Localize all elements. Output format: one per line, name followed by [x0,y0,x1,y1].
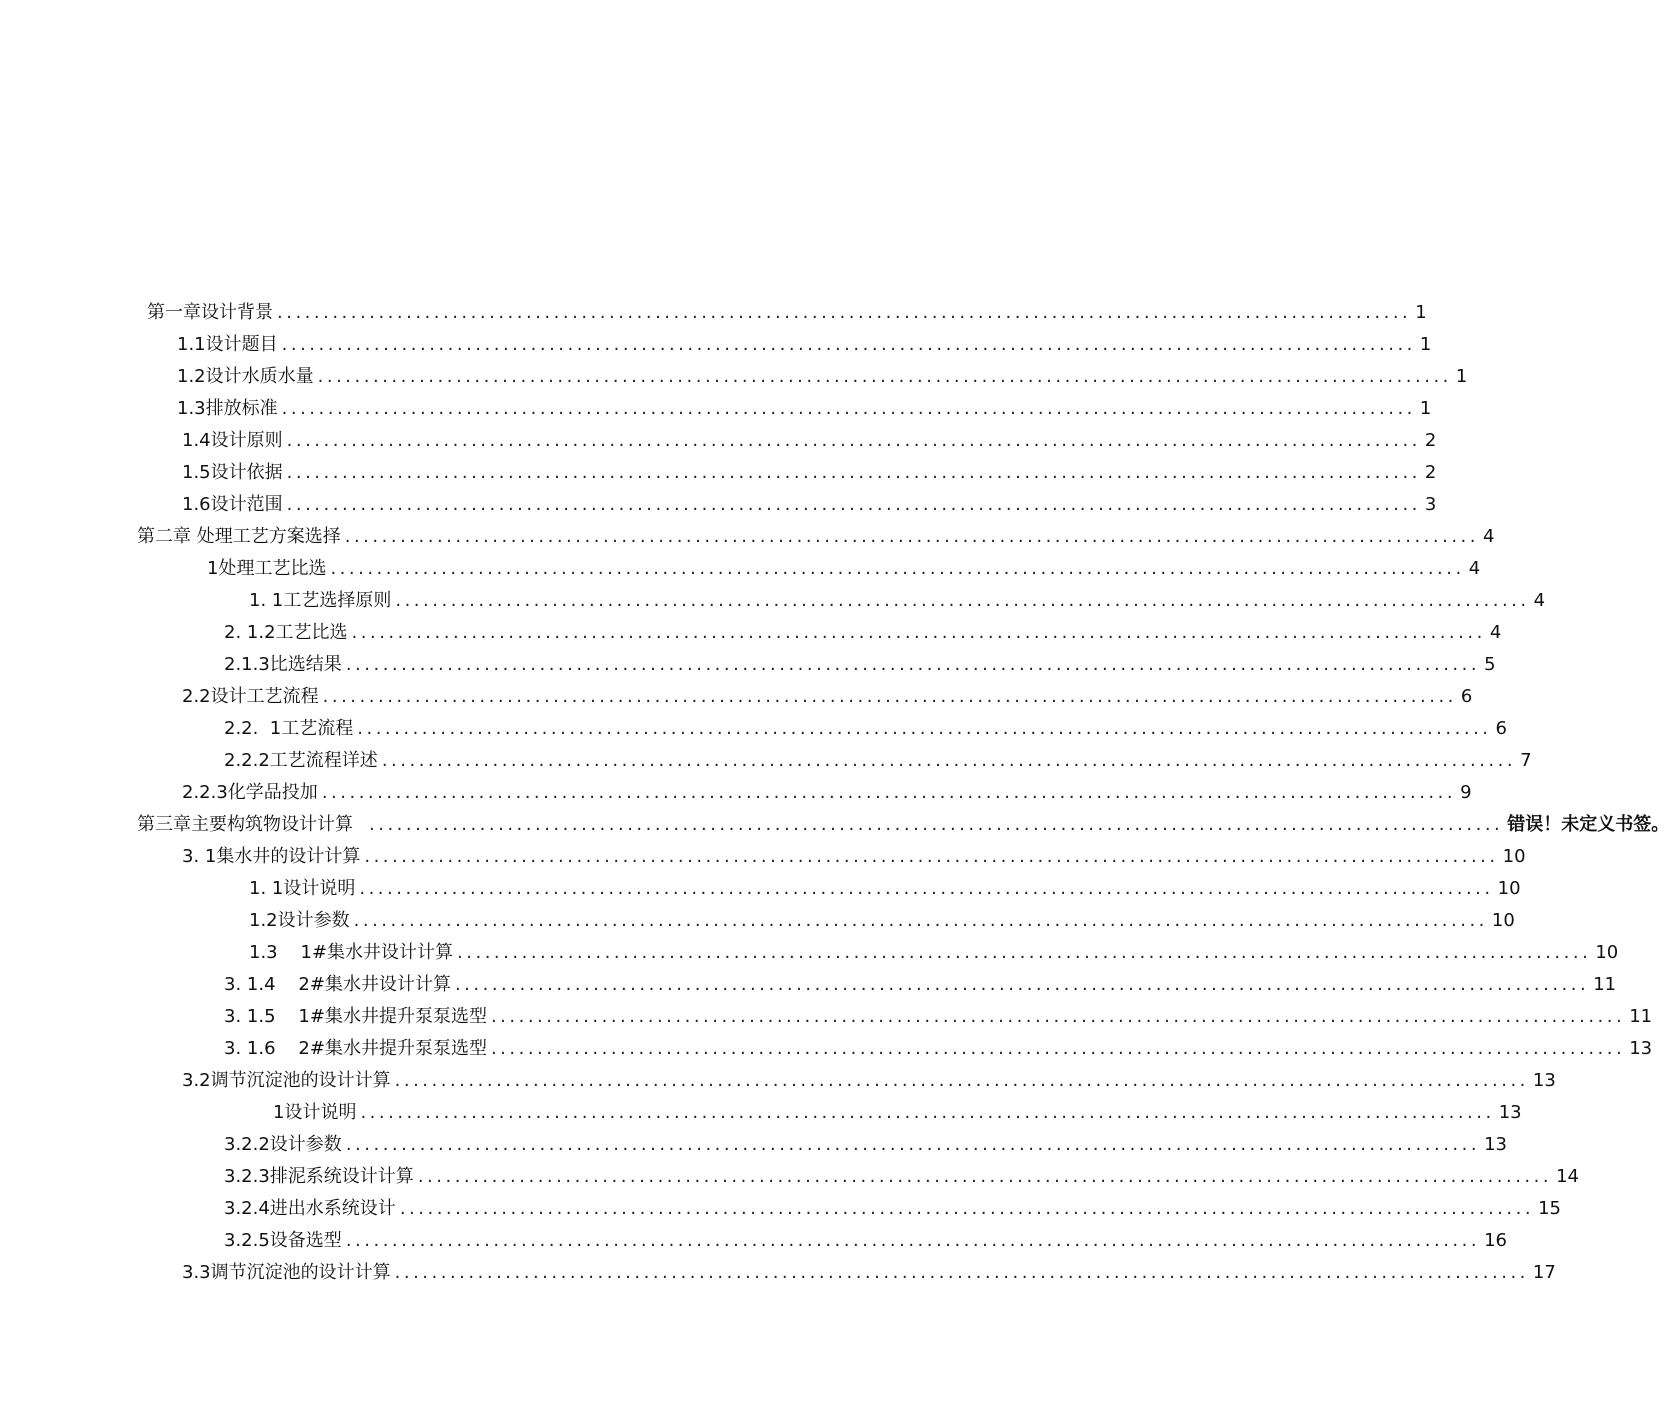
toc-entry[interactable] [249,937,1619,969]
toc-dot-leader: ........................................................................................................................... [457,942,1592,963]
toc-entry[interactable] [224,1033,1653,1065]
toc-entry-title: 1.3 1#集水井设计计算 [249,942,454,963]
toc-entry-page: 10 [1491,910,1515,931]
toc-entry[interactable] [182,841,1526,873]
toc-dot-leader: ........................................................................................................................... [286,494,1421,515]
toc-entry-title: 3. 1.4 2#集水井设计计算 [224,974,451,995]
toc-dot-leader: ........................................................................................................................... [359,878,1494,899]
toc-entry-page: 1 [1419,334,1432,355]
toc-dot-leader: ........................................................................................................................... [345,654,1481,675]
toc-entry-page: 2 [1424,430,1437,451]
toc-entry-page: 4 [1489,622,1502,643]
toc-entry-page: 13 [1532,1070,1556,1091]
toc-entry[interactable] [182,1065,1556,1097]
toc-dot-leader: ........................................................................................................................... [330,558,1465,579]
toc-dot-leader: ........................................................................................................................... [281,398,1416,419]
toc-dot-leader: ........................................................................................................................... [395,590,1530,611]
toc-entry-title: 3.2.2设计参数 [224,1134,342,1155]
toc-entry[interactable] [177,393,1432,425]
toc-entry-page: 11 [1629,1006,1653,1027]
toc-entry-title: 3.3调节沉淀池的设计计算 [182,1262,391,1283]
toc-dot-leader: ........................................................................................................................... [344,526,1480,547]
toc-entry-title: 3.2.5设备选型 [224,1230,342,1251]
toc-entry-page: 9 [1460,782,1472,803]
toc-entry[interactable] [182,1257,1556,1289]
toc-entry-page: 4 [1483,526,1495,547]
toc-entry-title: 2.2设计工艺流程 [182,686,319,707]
toc-dot-leader: ........................................................................................................................... [357,718,1492,739]
toc-entry-title: 第三章主要构筑物设计计算 [137,814,353,835]
toc-entry-title: 3.2.4进出水系统设计 [224,1198,396,1219]
toc-error-text: 错误！未定义书签。 [1507,814,1669,835]
toc-entry[interactable] [224,1161,1579,1193]
toc-dot-leader: ........................................................................................................................... [286,430,1421,451]
toc-entry-title: 1.1设计题目 [177,334,278,355]
toc-dot-leader: ........................................................................................................................... [490,1038,1626,1059]
toc-entry-title: 3. 1集水井的设计计算 [182,846,361,867]
toc-dot-leader: ........................................................................................................................... [399,1198,1535,1219]
toc-entry[interactable] [182,777,1472,809]
toc-dot-leader: ........................................................................................................................... [317,366,1452,387]
toc-dot-leader: ........................................................................................................................... [351,622,1486,643]
toc-dot-leader: ........................................................................................................................... [321,782,1457,803]
toc-entry-page: 6 [1460,686,1473,707]
toc-entry-page: 13 [1498,1102,1522,1123]
toc-entry-page: 2 [1424,462,1437,483]
toc-dot-leader: ........................................................................................................................... [369,814,1504,835]
toc-entry-title: 3.2调节沉淀池的设计计算 [182,1070,391,1091]
toc-dot-leader: ........................................................................................................................... [360,1102,1495,1123]
toc-entry-title: 1.2设计水质水量 [177,366,314,387]
toc-entry-title: 2. 1.2工艺比选 [224,622,348,643]
toc-entry-title: 1.2设计参数 [249,910,350,931]
toc-entry-title: 1.3排放标准 [177,398,278,419]
toc-entry-title: 2.2.3化学品投加 [182,782,318,803]
toc-entry-page: 16 [1484,1230,1507,1251]
toc-entry-title: 2.1.3比选结果 [224,654,342,675]
toc-dot-leader: ........................................................................................................................... [490,1006,1626,1027]
toc-entry-page: 7 [1520,750,1532,771]
toc-entry-title: 1.4设计原则 [182,430,283,451]
toc-dot-leader: ........................................................................................................................... [281,334,1416,355]
toc-entry[interactable] [182,457,1437,489]
toc-entry[interactable] [137,521,1495,553]
toc-dot-leader: ........................................................................................................................... [353,910,1488,931]
toc-entry-page: 13 [1629,1038,1653,1059]
toc-entry-page: 10 [1595,942,1619,963]
toc-dot-leader: ........................................................................................................................... [381,750,1517,771]
toc-entry[interactable] [182,489,1437,521]
toc-entry[interactable] [137,809,1669,841]
toc-dot-leader: ........................................................................................................................... [454,974,1590,995]
toc-dot-leader: ........................................................................................................................... [345,1230,1481,1251]
toc-entry-title: 第一章设计背景 [147,302,273,323]
toc-entry[interactable] [147,297,1427,329]
toc-entry[interactable] [224,1225,1507,1257]
toc-entry[interactable] [177,329,1432,361]
toc-entry-title: 3.2.3排泥系统设计计算 [224,1166,414,1187]
toc-entry-page: 10 [1497,878,1521,899]
toc-dot-leader: ........................................................................................................................... [394,1070,1529,1091]
toc-entry[interactable] [249,873,1521,905]
toc-dot-leader: ........................................................................................................................... [394,1262,1529,1283]
toc-entry-page: 15 [1538,1198,1561,1219]
toc-entry-title: 1处理工艺比选 [207,558,327,579]
toc-entry[interactable] [273,1097,1522,1129]
toc-dot-leader: ........................................................................................................................... [345,1134,1481,1155]
toc-entry[interactable] [224,649,1496,681]
toc-entry-page: 11 [1593,974,1617,995]
toc-entry[interactable] [249,585,1546,617]
toc-entry-title: 2.2. 1工艺流程 [224,718,354,739]
toc-entry-page: 4 [1468,558,1481,579]
toc-entry-page: 1 [1455,366,1468,387]
toc-entry-title: 3. 1.6 2#集水井提升泵泵选型 [224,1038,487,1059]
toc-entry-title: 1设计说明 [273,1102,357,1123]
toc-entry[interactable] [224,745,1532,777]
toc-entry[interactable] [182,425,1437,457]
toc-entry-page: 10 [1502,846,1526,867]
toc-dot-leader: ........................................................................................................................... [286,462,1421,483]
toc-entry[interactable] [224,713,1507,745]
toc-entry[interactable] [224,969,1617,1001]
toc-entry-title: 3. 1.5 1#集水井提升泵泵选型 [224,1006,487,1027]
toc-entry-title: 1. 1工艺选择原则 [249,590,392,611]
toc-entry-title: 1. 1设计说明 [249,878,356,899]
toc-entry-page: 6 [1495,718,1507,739]
toc-entry[interactable] [177,361,1468,393]
toc-entry-page: 1 [1419,398,1432,419]
toc-entry-page: 4 [1533,590,1546,611]
toc-entry[interactable] [249,905,1515,937]
toc-dot-leader: ........................................................................................................................... [364,846,1499,867]
toc-entry-title: 1.5设计依据 [182,462,283,483]
toc-entry[interactable] [224,617,1502,649]
toc-entry[interactable] [182,681,1473,713]
toc-entry[interactable] [207,553,1481,585]
toc-dot-leader: ........................................................................................................................... [417,1166,1553,1187]
toc-entry[interactable] [224,1001,1653,1033]
toc-entry[interactable] [224,1129,1507,1161]
toc-dot-leader: ........................................................................................................................... [277,302,1412,323]
toc-entry-page: 14 [1556,1166,1579,1187]
toc-entry-page: 17 [1532,1262,1556,1283]
toc-entry[interactable] [224,1193,1561,1225]
toc-entry-page: 5 [1484,654,1496,675]
toc-entry-title: 第二章 处理工艺方案选择 [137,526,341,547]
toc-entry-title: 2.2.2工艺流程详述 [224,750,378,771]
toc-dot-leader: ........................................................................................................................... [322,686,1457,707]
toc-entry-title: 1.6设计范围 [182,494,283,515]
toc-entry-page: 13 [1484,1134,1507,1155]
toc-entry-page: 3 [1424,494,1437,515]
toc-entry-page: 1 [1415,302,1427,323]
